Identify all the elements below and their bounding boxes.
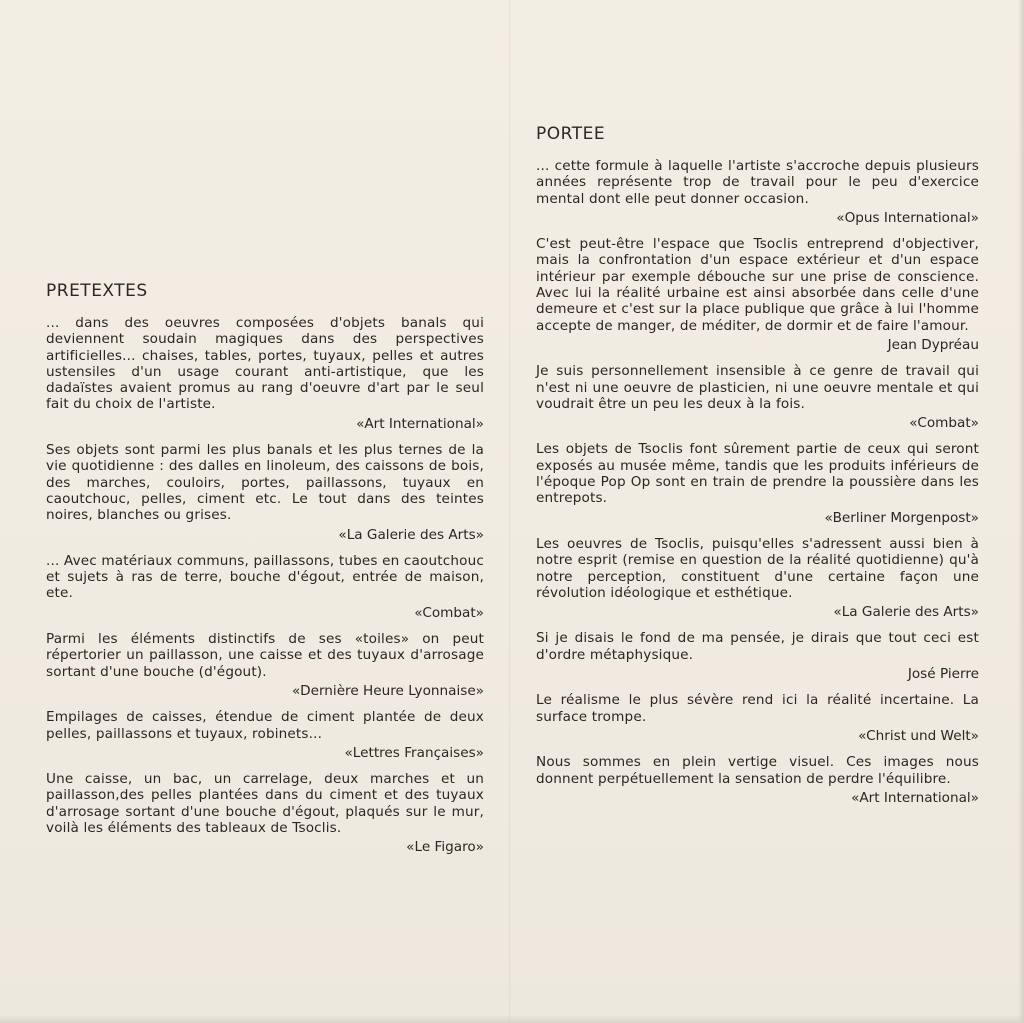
- quote-source: «Berliner Morgenpost»: [824, 509, 979, 526]
- quote-source: «Opus International»: [836, 209, 979, 226]
- quote-block: [46, 709, 484, 761]
- quote-text: Les objets de Tsoclis font sûrement partie de ceux qui seront exposés au musée même, tandis que les produits inférieurs de l'époque Pop Op sont en train de prendre la poussière dans les entrepots.: [536, 441, 979, 507]
- quote-source: «Le Figaro»: [406, 839, 484, 856]
- quote-block: [536, 536, 979, 620]
- quote-source: José Pierre: [907, 666, 979, 683]
- section-heading-portee: PORTEE: [536, 124, 606, 144]
- quote-text: Le réalisme le plus sévère rend ici la réalité incertaine. La surface trompe.: [536, 692, 979, 725]
- quote-block: [46, 442, 484, 543]
- quote-text: ... dans des oeuvres composées d'objets banals qui deviennent soudain magiques dans des perspectives artificielles... chaises, tables, portes, tuyaux, pelles et autres ustensiles d'un usage courant anti-artistique, que les dadaïstes avaient promus au rang d'oeuvre d'art par le seul fait du choix de l'artiste.: [46, 315, 484, 413]
- quote-text: Une caisse, un bac, un carrelage, deux marches et un paillasson,des pelles plantées dans du ciment et des tuyaux d'arrosage sortant d'une bouche d'égout, plaqués sur le mur, voilà les éléments des tableaux de Tsoclis.: [46, 771, 484, 837]
- quote-text: Ses objets sont parmi les plus banals et les plus ternes de la vie quotidienne : des dalles en linoleum, des caissons de bois, des marches, couloirs, portes, paillassons, tuyaux en caoutchouc, pelles, ciment etc. Le tout dans des teintes noires, blanches ou grises.: [46, 442, 484, 524]
- quote-source: «Lettres Françaises»: [344, 744, 484, 761]
- quote-text: Si je disais le fond de ma pensée, je dirais que tout ceci est d'ordre métaphysique.: [536, 630, 979, 663]
- quote-source: Jean Dypréau: [887, 336, 979, 353]
- quote-source: «Christ und Welt»: [858, 727, 979, 744]
- quote-block: [536, 754, 979, 806]
- quote-block: [46, 631, 484, 699]
- quote-block: [536, 441, 979, 525]
- quote-text: C'est peut-être l'espace que Tsoclis entreprend d'objectiver, mais la confrontation d'un espace extérieur et d'un espace intérieur par exemple débouche sur une prise de conscience. Avec lui la réalité urbaine est ainsi absorbée dans celle d'une demeure et c'est sur la place publique que grâce à lui l'homme accepte de manger, de méditer, de dormir et de faire l'amour.: [536, 236, 979, 334]
- quote-text: Empilages de caisses, étendue de ciment plantée de deux pelles, paillassons et tuyaux, robinets...: [46, 709, 484, 742]
- quote-text: Parmi les éléments distinctifs de ses «toiles» on peut répertorier un paillasson, une caisse et des tuyaux d'arrosage sortant d'une bouche (d'égout).: [46, 631, 484, 680]
- right-column: [536, 124, 979, 816]
- quote-block: [536, 692, 979, 744]
- quote-block: [536, 363, 979, 431]
- quote-text: Nous sommes en plein vertige visuel. Ces images nous donnent perpétuellement la sensation de perdre l'équilibre.: [536, 754, 979, 787]
- quote-source: «La Galerie des Arts»: [833, 604, 979, 621]
- left-column: [46, 281, 484, 866]
- quote-source: «Combat»: [414, 604, 484, 621]
- section-heading-pretextes: PRETEXTES: [46, 281, 148, 301]
- quote-text: Les oeuvres de Tsoclis, puisqu'elles s'adressent aussi bien à notre esprit (remise en question de la réalité quotidienne) qu'à notre perception, constituent d'une certaine façon une révolution idéologique et esthétique.: [536, 535, 979, 601]
- quote-text: ... cette formule à laquelle l'artiste s'accroche depuis plusieurs années représente trop de travail pour le peu d'exercice mental dont elle peut donner occasion.: [536, 158, 979, 207]
- page-fold: [508, 0, 511, 1023]
- quote-source: «Art International»: [356, 415, 484, 432]
- quote-block: [536, 158, 979, 226]
- quote-source: «Art International»: [851, 789, 979, 806]
- quote-source: «Dernière Heure Lyonnaise»: [292, 682, 484, 699]
- quote-block: [46, 315, 484, 432]
- quote-text: Je suis personnellement insensible à ce genre de travail qui n'est ni une oeuvre de plasticien, ni une oeuvre mentale et qui voudrait être un peu les deux à la fois.: [536, 363, 979, 412]
- quote-source: «La Galerie des Arts»: [338, 526, 484, 543]
- page-edge-bottom: [0, 1015, 1024, 1023]
- quote-block: [46, 553, 484, 621]
- quote-block: [536, 236, 979, 353]
- quote-source: «Combat»: [909, 415, 979, 432]
- quote-block: [46, 771, 484, 855]
- quote-text: ... Avec matériaux communs, paillassons, tubes en caoutchouc et sujets à ras de terre, bouche d'égout, entrée de maison, ete.: [46, 552, 484, 602]
- quote-block: [536, 630, 979, 682]
- page-edge-right: [1018, 0, 1024, 1023]
